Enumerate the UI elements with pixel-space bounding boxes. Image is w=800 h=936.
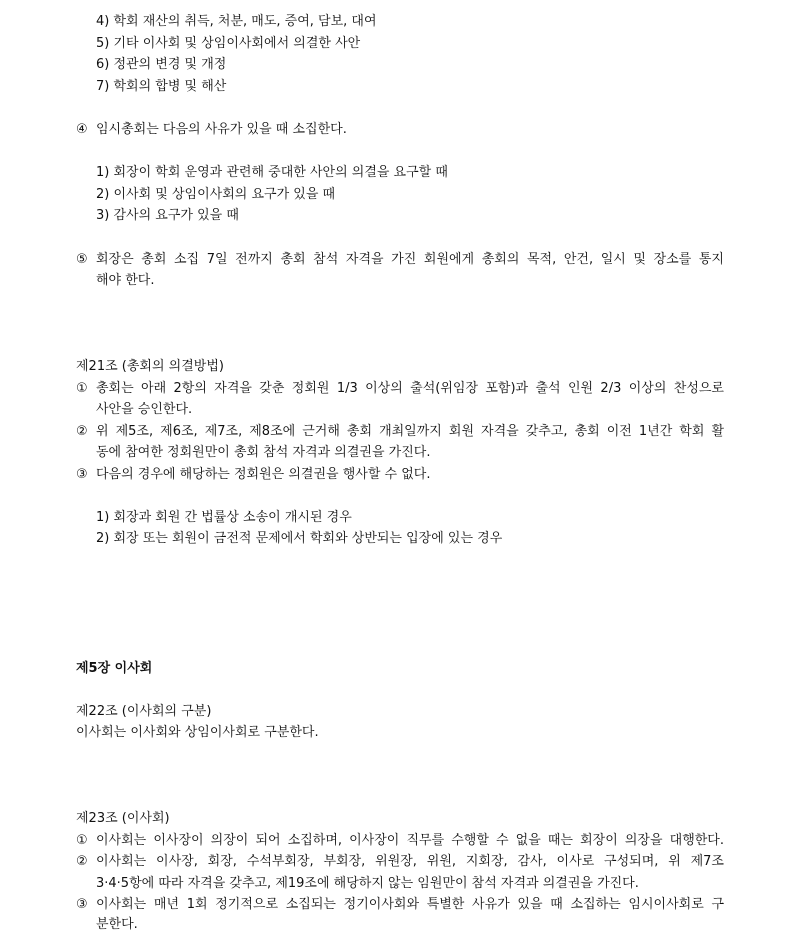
clause-text: 이사회는 이사장, 회장, 수석부회장, 부회장, 위원장, 위원, 지회장, 감사, 이사로 구성되며, 위 제7조 bbox=[96, 854, 724, 869]
clause-text: 회장은 총회 소집 7일 전까지 총회 참석 자격을 가진 회원에게 총회의 목적, 안건, 일시 및 장소를 통지 bbox=[96, 252, 724, 267]
clause-text: 임시총회는 다음의 사유가 있을 때 소집한다. bbox=[96, 122, 347, 137]
clause-text-continued: 3·4·5항에 따라 자격을 갖추고, 제19조에 해당하지 않는 임원만이 참석 자격과 의결권을 가진다. bbox=[96, 876, 639, 891]
clause-marker: ③ bbox=[76, 467, 88, 482]
article-title: 제22조 (이사회의 구분) bbox=[76, 704, 212, 719]
list-item: 4) 학회 재산의 취득, 처분, 매도, 증여, 담보, 대여 bbox=[96, 14, 377, 29]
chapter-title: 제5장 이사회 bbox=[76, 661, 153, 676]
list-item: 1) 회장과 회원 간 법률상 소송이 개시된 경우 bbox=[96, 510, 352, 525]
clause-marker: ③ bbox=[76, 897, 88, 912]
clause-marker: ② bbox=[76, 854, 88, 869]
clause-text-continued: 해야 한다. bbox=[96, 273, 155, 288]
clause-marker: ⑤ bbox=[76, 252, 88, 267]
clause-text-continued: 분한다. bbox=[96, 917, 138, 932]
list-item: 3) 감사의 요구가 있을 때 bbox=[96, 208, 239, 223]
list-item: 7) 학회의 합병 및 해산 bbox=[96, 79, 227, 94]
clause-text: 위 제5조, 제6조, 제7조, 제8조에 근거해 총회 개최일까지 회원 자격을 갖추고, 총회 이전 1년간 학회 활 bbox=[96, 424, 724, 439]
list-item: 2) 회장 또는 회원이 금전적 문제에서 학회와 상반되는 입장에 있는 경우 bbox=[96, 531, 503, 546]
article-title: 제23조 (이사회) bbox=[76, 811, 170, 826]
list-item: 5) 기타 이사회 및 상임이사회에서 의결한 사안 bbox=[96, 36, 361, 51]
list-item: 6) 정관의 변경 및 개정 bbox=[96, 57, 227, 72]
clause-text: 총회는 아래 2항의 자격을 갖춘 정회원 1/3 이상의 출석(위임장 포함)과 출석 인원 2/3 이상의 찬성으로 bbox=[96, 381, 724, 396]
clause-text: 이사회는 이사장이 의장이 되어 소집하며, 이사장이 직무를 수행할 수 없을 때는 회장이 의장을 대행한다. bbox=[96, 833, 724, 848]
clause-marker: ④ bbox=[76, 122, 88, 137]
clause-text: 이사회는 매년 1회 정기적으로 소집되는 정기이사회와 특별한 사유가 있을 때 소집하는 임시이사회로 구 bbox=[96, 897, 724, 912]
list-item: 1) 회장이 학회 운영과 관련해 중대한 사안의 의결을 요구할 때 bbox=[96, 165, 448, 180]
list-item: 2) 이사회 및 상임이사회의 요구가 있을 때 bbox=[96, 187, 336, 202]
clause-marker: ① bbox=[76, 833, 88, 848]
clause-text: 다음의 경우에 해당하는 정회원은 의결권을 행사할 수 없다. bbox=[96, 467, 431, 482]
clause-text-continued: 사안을 승인한다. bbox=[96, 402, 193, 417]
clause-text-continued: 동에 참여한 정회원만이 총회 참석 자격과 의결권을 가진다. bbox=[96, 445, 431, 460]
clause-marker: ① bbox=[76, 381, 88, 396]
clause-marker: ② bbox=[76, 424, 88, 439]
article-title: 제21조 (총회의 의결방법) bbox=[76, 359, 224, 374]
article-text: 이사회는 이사회와 상임이사회로 구분한다. bbox=[76, 725, 319, 740]
